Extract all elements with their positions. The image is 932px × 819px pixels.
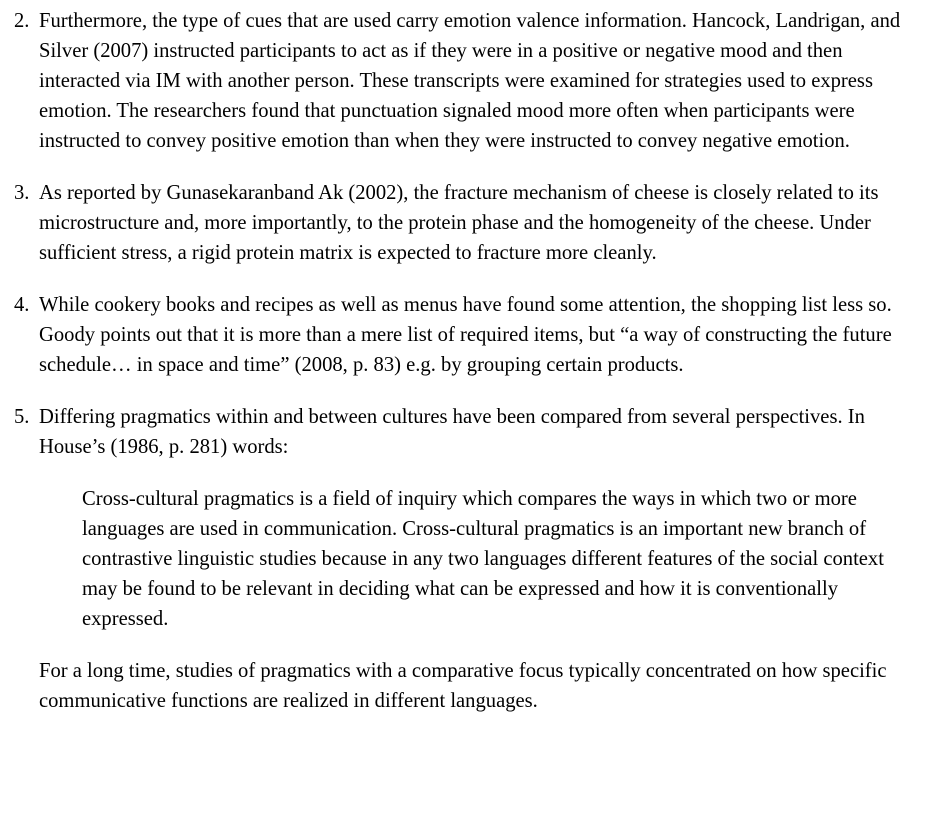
list-item-3 [14,178,912,268]
block-quote: Cross-cultural pragmatics is a field of inquiry which compares the ways in which two or more languages are used in communication. Cross-cultural pragmatics is an important new branch of contrastive linguistic studies because in any two languages different features of the social context may be found to be relevant in deciding what can be expressed and how it is conventionally expressed. [82,488,884,630]
list-item-4 [14,290,912,380]
list-item-2 [14,6,912,156]
item-text: Furthermore, the type of cues that are used carry emotion valence information. Hancock, Landrigan, and Silver (2007) instructed participants to act as if they were in a positive or negative mood and then interacted via IM with another person. These transcripts were examined for strategies used to express emotion. The researchers found that punctuation signaled mood more often when participants were instructed to convey positive emotion than when they were instructed to convey negative emotion. [39,10,901,152]
item-number: 5. [14,406,30,428]
item-text: While cookery books and recipes as well as menus have found some attention, the shopping list less so. Goody points out that it is more than a mere list of required items, but “a way of constructing the future schedule… in space and time” (2008, p. 83) e.g. by grouping certain products. [39,294,892,376]
item-number: 4. [14,294,30,316]
item-text: Differing pragmatics within and between cultures have been compared from several perspectives. In House’s (1986, p. 281) words: [39,406,865,458]
list-item-5 [14,402,912,462]
item-number: 3. [14,182,30,204]
item-number: 2. [14,10,30,32]
continuation-paragraph: For a long time, studies of pragmatics with a comparative focus typically concentrated on how specific communicative functions are realized in different languages. [39,660,887,712]
item-text: As reported by Gunasekaranband Ak (2002), the fracture mechanism of cheese is closely related to its microstructure and, more importantly, to the protein phase and the homogeneity of the cheese. Under sufficient stress, a rigid protein matrix is expected to fracture more cleanly. [39,182,879,264]
